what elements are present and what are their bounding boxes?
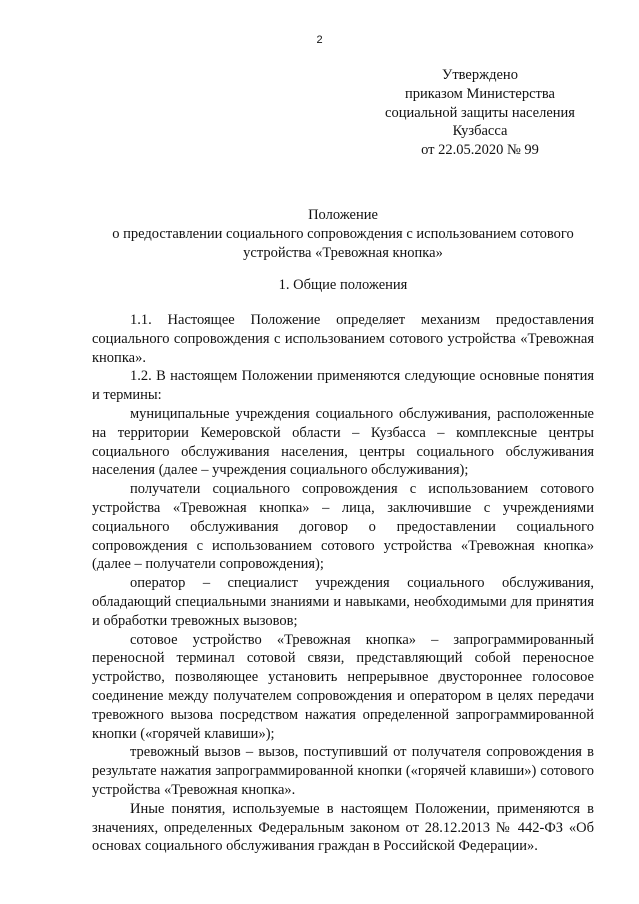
approval-line: Кузбасса bbox=[452, 123, 508, 140]
paragraph: тревожный вызов – вызов, поступивший от получателя сопровождения в результате нажатия запрограммированной кнопки («горячей клавиши») сотового устройства «Тревожная кнопка». bbox=[92, 744, 594, 798]
approval-block bbox=[360, 66, 600, 160]
paragraph: получатели социального сопровождения с использованием сотового устройства «Тревожная кнопка» – лица, заключившие с учреждениями социального обслуживания договор о предоставлении социального сопровождения с использованием сотового устройства «Тревожная кнопка» (далее – получатели сопровождения); bbox=[92, 481, 594, 573]
paragraph: оператор – специалист учреждения социального обслуживания, обладающий специальными знаниями и навыками, необходимыми для принятия и обработки тревожных вызовов; bbox=[92, 575, 594, 629]
paragraph: 1.2. В настоящем Положении применяются следующие основные понятия и термины: bbox=[92, 368, 594, 404]
paragraph: Иные понятия, используемые в настоящем Положении, применяются в значениях, определенных Федеральным законом от 28.12.2013 № 442-ФЗ «Об основах социального обслуживания граждан в Российской Федерации». bbox=[92, 800, 594, 855]
approval-line: приказом Министерства bbox=[405, 85, 555, 102]
section-heading: 1. Общие положения bbox=[278, 277, 408, 293]
document-title bbox=[92, 206, 594, 262]
title-line: Положение bbox=[308, 207, 378, 223]
approval-date-line: от 22.05.2020 № 99 bbox=[421, 142, 539, 159]
paragraph: сотовое устройство «Тревожная кнопка» – запрограммированный переносной терминал сотовой связи, представляющий собой переносное устройство, позволяющее установить непрерывное двустороннее голосовое соединение между получателем сопровождения и оператором в целях передачи тревожного вызова посредством нажатия определенной запрограммированной кнопки («горячей клавиши»); bbox=[92, 631, 594, 742]
document-body bbox=[92, 311, 594, 856]
approval-line: Утверждено bbox=[442, 67, 518, 83]
approval-line: социальной защиты населения bbox=[385, 104, 575, 121]
paragraph: муниципальные учреждения социального обслуживания, расположенные на территории Кемеровской области – Кузбасса – комплексные центры социального обслуживания населения, центры социального обслуживания населения (далее – учреждения социального обслуживания); bbox=[92, 405, 594, 479]
page-number: 2 bbox=[316, 34, 323, 46]
title-subtitle: о предоставлении социального сопровождения с использованием сотового устройства «Тревожная кнопка» bbox=[112, 225, 574, 261]
paragraph: 1.1. Настоящее Положение определяет механизм предоставления социального сопровождения с использованием сотового устройства «Тревожная кнопка». bbox=[92, 312, 594, 366]
